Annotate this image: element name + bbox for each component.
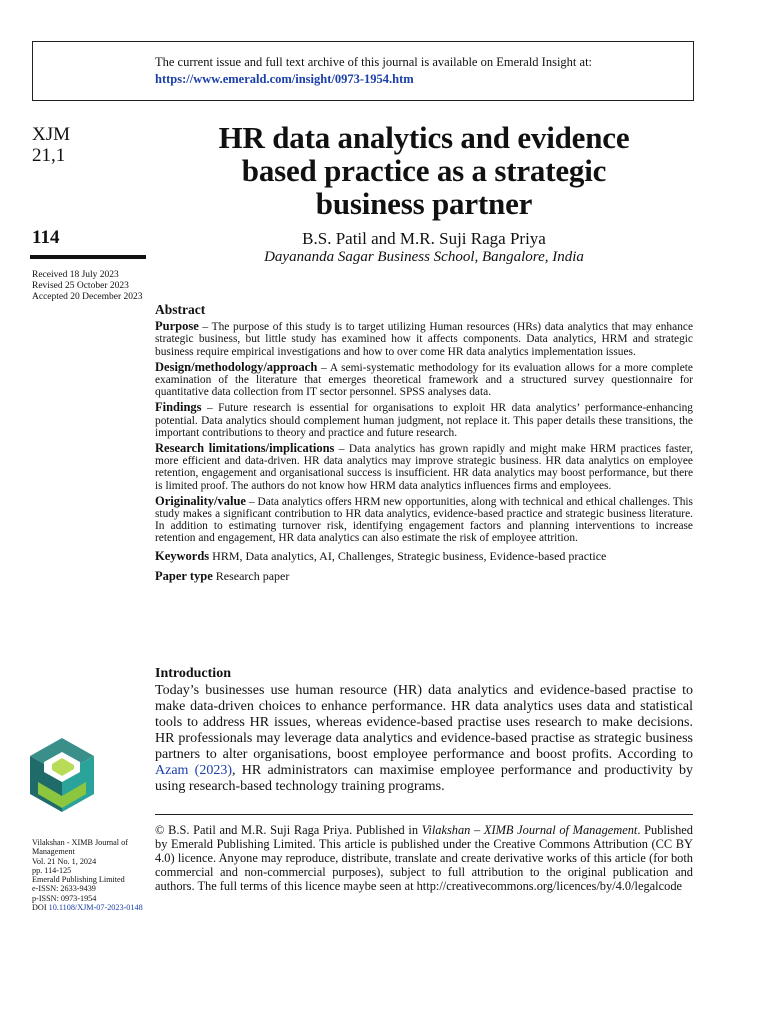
limitations-label: Research limitations/implications [155, 441, 335, 456]
revised-date: Revised 25 October 2023 [32, 281, 129, 291]
keywords [155, 550, 693, 562]
journal-code: XJM [32, 124, 71, 145]
intro-text: , HR administrators can maximise employee performance and productivity by using research-based technology training programs. [155, 763, 693, 794]
submission-dates [32, 270, 143, 303]
license-notice [155, 823, 693, 893]
page-range: pp. 114-125 [32, 865, 72, 875]
license-divider [155, 814, 693, 815]
volume-info: Vol. 21 No. 1, 2024 [32, 856, 97, 866]
abstract-design [155, 361, 693, 399]
page-number-rule [30, 255, 146, 259]
journal-name: Vilakshan - XIMB Journal of Management [32, 838, 128, 857]
abstract-originality [155, 495, 693, 545]
doi-line [32, 903, 144, 912]
doi-link[interactable]: 10.1108/XJM-07-2023-0148 [48, 903, 143, 913]
e-issn: e-ISSN: 2633-9439 [32, 884, 96, 894]
introduction-paragraph [155, 683, 693, 795]
design-text: – A semi-systematic methodology for its evaluation allows for a more complete examination of the literature that emerges theoretical framework and a structured survey questionnaire for quantitative data collection from IT sector personnel. SPSS analyses data. [155, 361, 693, 399]
intro-text: Today’s businesses use human resource (HR) data analytics and evidence-based practise to make data-driven choices to enhance performance. HR data analytics uses data and statistical tools to address HR issues, whereas evidence-based practise uses research to make decisions. HR professionals may leverage data analytics and evidence-based practise as strategic business partners to alter organisations, boost employee performance and boost profits. According to [155, 683, 693, 762]
citation-link[interactable]: Azam (2023) [155, 763, 233, 778]
accepted-date: Accepted 20 December 2023 [32, 292, 143, 302]
journal-url-link[interactable]: https://www.emerald.com/insight/0973-1954.htm [155, 72, 414, 86]
journal-abbreviation [32, 124, 70, 166]
license-text: © B.S. Patil and M.R. Suji Raga Priya. Published in [155, 823, 422, 837]
originality-text: – Data analytics offers HRM new opportunities, along with technical and ethical challenges. This study makes a significant contribution to HR data analytics, evidence-based practice and strategic business literature. In addition to estimating turnover risk, identifying engagement factors and planning interventions to increase retention and engagement, HR data analytics can also estimate the risk of employee attrition. [155, 495, 693, 545]
publication-info [32, 838, 144, 912]
abstract-limitations [155, 442, 693, 492]
abstract [155, 304, 693, 585]
affiliation: Dayananda Sagar Business School, Bangalore, India [264, 249, 584, 265]
abstract-findings [155, 401, 693, 439]
title-line: HR data analytics and evidence [218, 120, 630, 155]
volume-issue: 21,1 [32, 145, 66, 166]
abstract-heading: Abstract [155, 302, 206, 317]
findings-text: – Future research is essential for organisations to exploit HR data analytics’ performance-enhancing potential. Data analytics should complement human judgment, not replace it. This paper details these transitions, the important contributions to theory and practice and future research. [155, 402, 693, 439]
purpose-label: Purpose [155, 319, 199, 334]
doi-label: DOI [32, 903, 49, 913]
title-line: based practice as a strategic [241, 153, 607, 188]
publisher: Emerald Publishing Limited [32, 875, 125, 885]
introduction-heading: Introduction [155, 666, 231, 681]
limitations-text: – Data analytics has grown rapidly and might make HRM practices faster, more efficient and data-driven. HR data analytics may improve strategic business. HR data analytics on employee retention, engagement and organisational success is insufficient. HR data analytics may boost performance, but there is limited proof. The authors do not know how HRM data analytics influences firms and employees. [155, 443, 693, 492]
findings-label: Findings [155, 400, 202, 415]
paper-type [155, 570, 693, 582]
license-text: . Published by Emerald Publishing Limited. This article is published under the Creative Commons Attribution (CC BY 4.0) licence. Anyone may reproduce, distribute, translate and create derivative works of this article (for both commercial and non-commercial purposes), subject to full attribution to the original publication and authors. The full terms of this licence maybe seen at http://creativecommons.org/licences/by/4.0/legalcode [155, 823, 694, 893]
license-journal: Vilakshan – XIMB Journal of Management [421, 823, 638, 837]
crossref-logo-icon[interactable] [30, 738, 94, 812]
banner-text: The current issue and full text archive of this journal is available on Emerald Insight at: [155, 55, 593, 69]
paper-type-text: Research paper [212, 568, 290, 583]
abstract-purpose [155, 320, 693, 358]
p-issn: p-ISSN: 0973-1954 [32, 893, 97, 903]
archive-banner [32, 41, 694, 101]
keywords-label: Keywords [155, 548, 210, 563]
title-line: business partner [315, 186, 533, 221]
page-number: 114 [32, 227, 60, 248]
article-title [155, 121, 693, 220]
purpose-text: – The purpose of this study is to target utilizing Human resources (HRs) data analytics that may enhance strategic business, but little study has examined how it affects components. Data analytics, HRM and strategic business require empirical investigations and how to over come HR data analytics implementation issues. [155, 321, 693, 358]
design-label: Design/methodology/approach [155, 359, 318, 374]
paper-type-label: Paper type [155, 568, 213, 583]
introduction-section [155, 666, 693, 795]
keywords-text: HRM, Data analytics, AI, Challenges, Strategic business, Evidence-based practice [209, 548, 607, 563]
authors: B.S. Patil and M.R. Suji Raga Priya [302, 229, 546, 248]
received-date: Received 18 July 2023 [32, 270, 119, 280]
originality-label: Originality/value [155, 493, 246, 508]
